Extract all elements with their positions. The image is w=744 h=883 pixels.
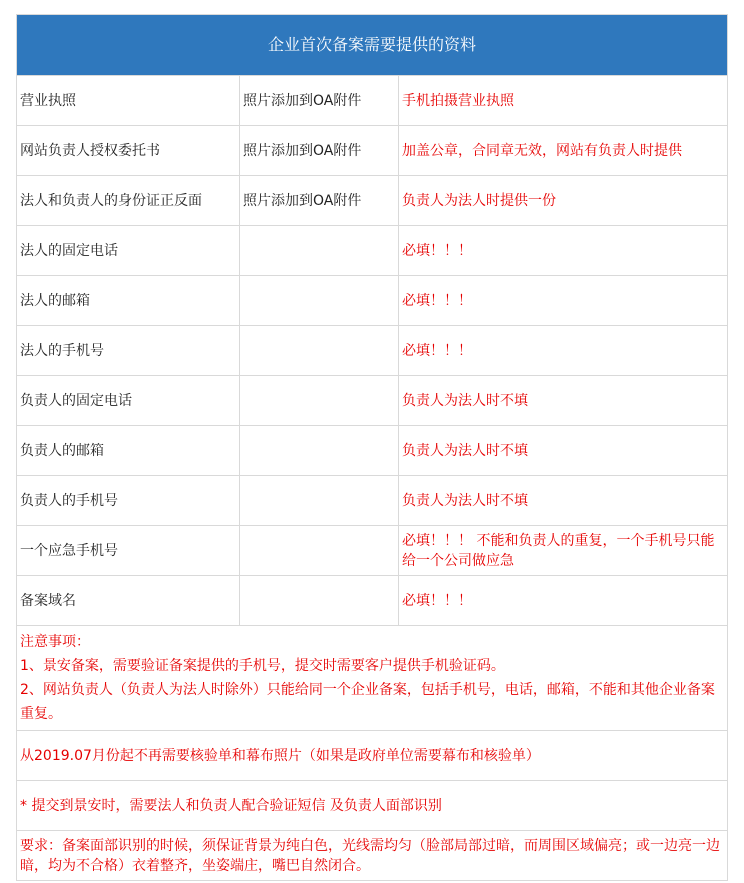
notice-face-requirements: 要求：备案面部识别的时候，须保证背景为纯白色，光线需均匀（脸部局部过暗，而周围区域偏亮；或一边亮一边暗，均为不合格）衣着整齐，坐姿端庄，嘴巴自然闭合。 [17,831,728,881]
table-row [17,176,728,226]
item-cell: 负责人的邮箱 [17,426,240,476]
notes-block [17,626,728,731]
notice-row [17,831,728,881]
note-cell: 加盖公章，合同章无效，网站有负责人时提供 [399,126,728,176]
note-cell: 负责人为法人时不填 [399,476,728,526]
table-row [17,526,728,576]
table-row [17,576,728,626]
notice-row [17,731,728,781]
method-cell [240,376,399,426]
item-cell: 法人和负责人的身份证正反面 [17,176,240,226]
table-row [17,126,728,176]
notes-line-2: 2、网站负责人（负责人为法人时除外）只能给同一个企业备案，包括手机号，电话，邮箱，不能和其他企业备案重复。 [20,682,715,722]
note-cell: 必填！！！ [399,276,728,326]
item-cell: 备案域名 [17,576,240,626]
item-cell: 负责人的固定电话 [17,376,240,426]
notice-row [17,781,728,831]
note-cell: 负责人为法人时提供一份 [399,176,728,226]
table-row [17,226,728,276]
item-cell: 营业执照 [17,76,240,126]
table-row [17,76,728,126]
item-cell: 法人的手机号 [17,326,240,376]
method-cell: 照片添加到OA附件 [240,126,399,176]
item-cell: 一个应急手机号 [17,526,240,576]
method-cell [240,276,399,326]
item-cell: 负责人的手机号 [17,476,240,526]
note-cell: 必填！！！ [399,326,728,376]
method-cell: 照片添加到OA附件 [240,76,399,126]
note-cell: 负责人为法人时不填 [399,426,728,476]
table-row [17,326,728,376]
method-cell [240,226,399,276]
method-cell: 照片添加到OA附件 [240,176,399,226]
notes-row [17,626,728,731]
notice-sms-verification: * 提交到景安时，需要法人和负责人配合验证短信 及负责人面部识别 [17,781,728,831]
notes-line-1: 1、景安备案，需要验证备案提供的手机号，提交时需要客户提供手机验证码。 [20,658,505,674]
table-row [17,426,728,476]
notice-2019: 从2019.07月份起不再需要核验单和幕布照片（如果是政府单位需要幕布和核验单） [17,731,728,781]
method-cell [240,576,399,626]
notes-heading: 注意事项： [20,634,90,650]
table-row [17,276,728,326]
title-row [17,15,728,76]
method-cell [240,526,399,576]
table-row [17,476,728,526]
method-cell [240,476,399,526]
note-cell: 必填！！！ [399,576,728,626]
table-title: 企业首次备案需要提供的资料 [17,15,728,76]
item-cell: 法人的邮箱 [17,276,240,326]
note-cell: 手机拍摄营业执照 [399,76,728,126]
note-cell: 必填！！！ 不能和负责人的重复，一个手机号只能给一个公司做应急 [399,526,728,576]
requirements-table [16,14,728,881]
method-cell [240,326,399,376]
method-cell [240,426,399,476]
item-cell: 网站负责人授权委托书 [17,126,240,176]
note-cell: 必填！！！ [399,226,728,276]
note-cell: 负责人为法人时不填 [399,376,728,426]
item-cell: 法人的固定电话 [17,226,240,276]
table-row [17,376,728,426]
